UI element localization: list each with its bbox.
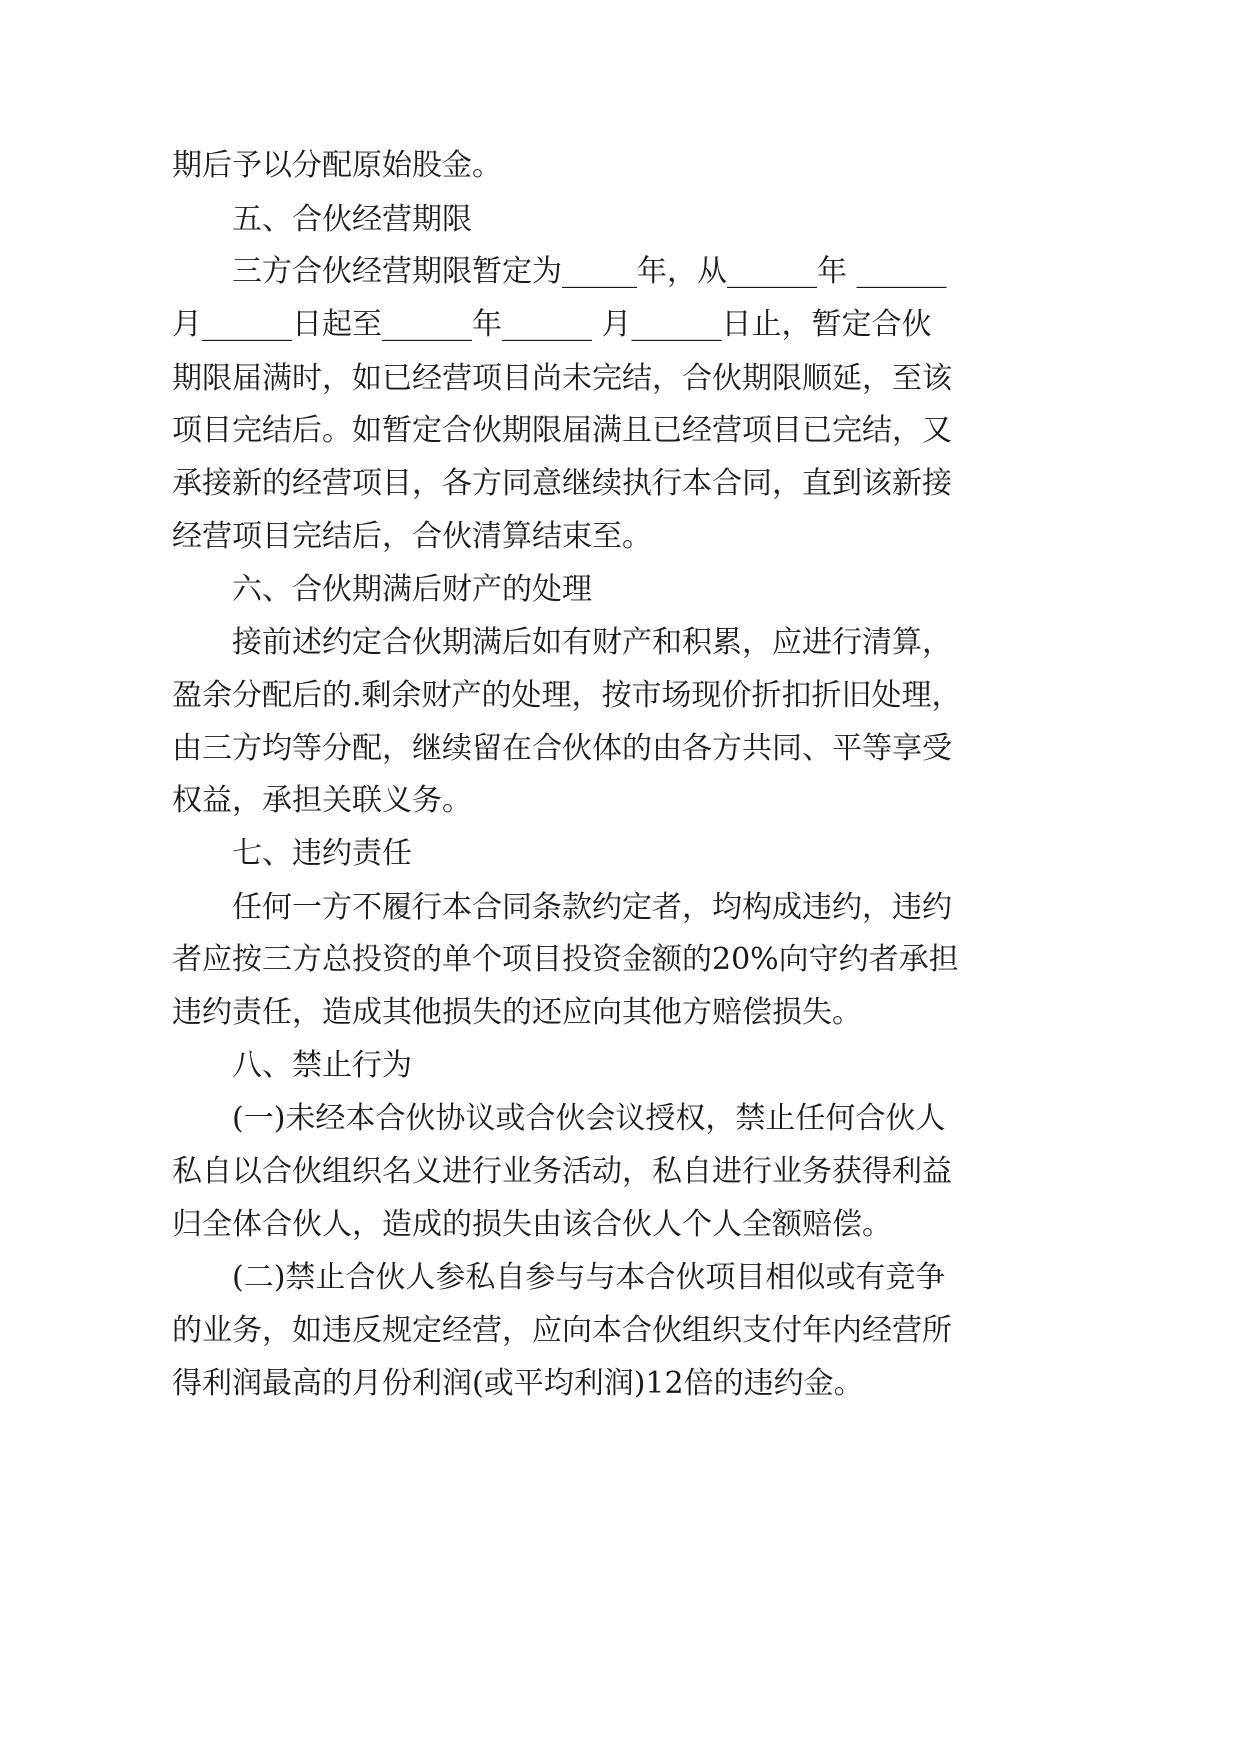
section-heading: 五、合伙经营期限 [232, 202, 472, 237]
text-line: 项目完结后。如暂定合伙期限届满且已经营项目已完结，又 [172, 413, 952, 448]
text-line: 三方合伙经营期限暂定为_____年，从______年 ______ [232, 254, 947, 289]
text-line: 经营项目完结后，合伙清算结束至。 [172, 519, 652, 554]
text-line: 违约责任，造成其他损失的还应向其他方赔偿损失。 [172, 995, 862, 1030]
section-heading: 六、合伙期满后财产的处理 [232, 572, 592, 607]
text-line: 得利润最高的月份利润(或平均利润)12倍的违约金。 [172, 1366, 864, 1401]
section-heading: 八、禁止行为 [232, 1048, 412, 1083]
text-line: 任何一方不履行本合同条款约定者，均构成违约，违约 [232, 890, 952, 925]
section-heading: 七、违约责任 [232, 836, 412, 871]
text-line: 接前述约定合伙期满后如有财产和积累，应进行清算， [232, 625, 952, 660]
text-line: 由三方均等分配，继续留在合伙体的由各方共同、平等享受 [172, 731, 952, 766]
text-line: 期后予以分配原始股金。 [172, 148, 502, 183]
text-line: (二)禁止合伙人参私自参与与本合伙项目相似或有竞争 [232, 1260, 946, 1295]
text-line: 月______日起至______年______ 月______日止，暂定合伙 [172, 307, 932, 342]
text-line: 承接新的经营项目，各方同意继续执行本合同，直到该新接 [172, 466, 952, 501]
text-line: 期限届满时，如已经营项目尚未完结，合伙期限顺延，至该 [172, 361, 952, 396]
text-line: 者应按三方总投资的单个项目投资金额的20%向守约者承担 [172, 942, 959, 977]
text-line: 权益，承担关联义务。 [172, 783, 472, 818]
text-line: 盈余分配后的.剩余财产的处理，按市场现价折扣折旧处理， [172, 678, 962, 713]
text-line: 的业务，如违反规定经营，应向本合伙组织支付年内经营所 [172, 1313, 952, 1348]
text-line: 归全体合伙人，造成的损失由该合伙人个人全额赔偿。 [172, 1207, 892, 1242]
text-line: 私自以合伙组织名义进行业务活动，私自进行业务获得利益 [172, 1154, 952, 1189]
text-line: (一)未经本合伙协议或合伙会议授权，禁止任何合伙人 [232, 1101, 946, 1136]
